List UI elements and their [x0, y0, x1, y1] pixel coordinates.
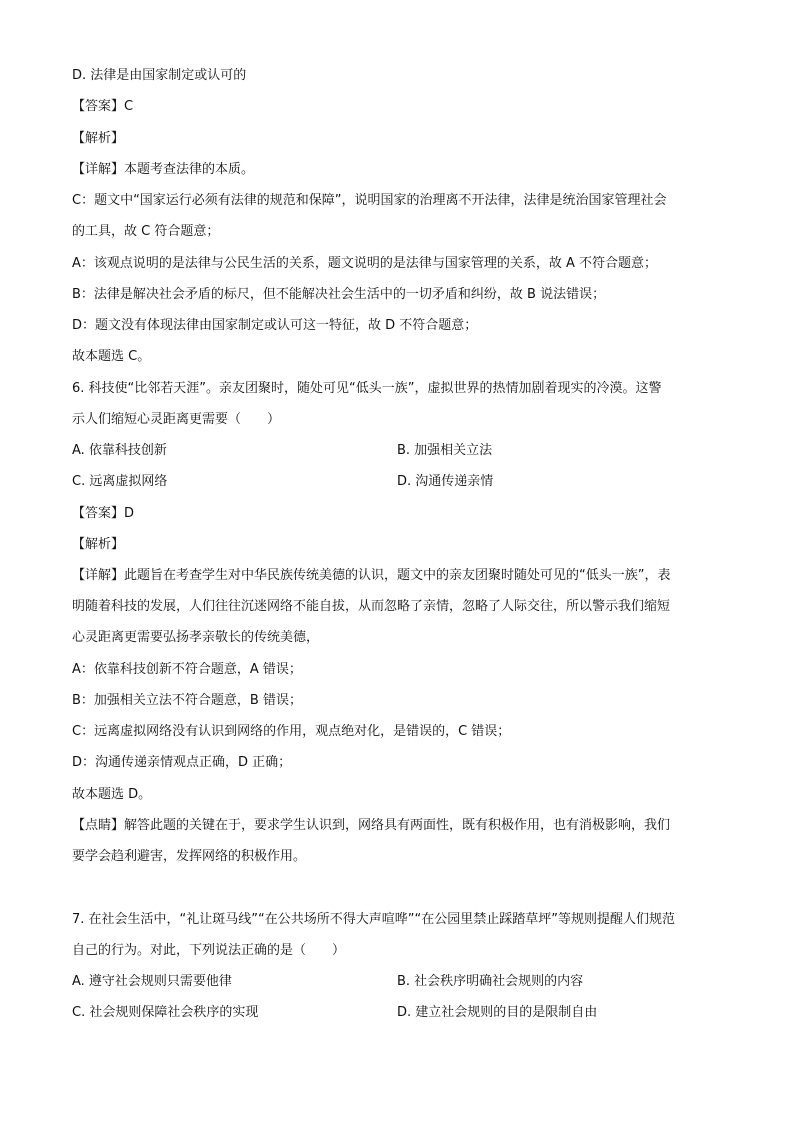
q7-stem-line2: 自己的行为。对此，下列说法正确的是（ ）: [72, 943, 346, 958]
q5-d-explanation: D：题文没有体现法律由国家制定或认可这一特征，故 D 不符合题意；: [72, 318, 478, 333]
q7-option-c: C. 社会规则保障社会秩序的实现: [72, 1005, 259, 1020]
q5-analysis-label: 【解析】: [72, 131, 125, 146]
q6-option-c: C. 远离虚拟网络: [72, 474, 168, 489]
q6-d-explanation: D：沟通传递亲情观点正确，D 正确；: [72, 755, 292, 770]
q5-a-explanation: A：该观点说明的是法律与公民生活的关系，题文说明的是法律与国家管理的关系，故 A 不符合题意；: [72, 256, 658, 271]
q6-stem-line2: 示人们缩短心灵距离更需要（ ）: [72, 412, 281, 427]
q6-option-a: A. 依靠科技创新: [72, 443, 167, 458]
q6-detail-line2: 明随着科技的发展，人们往往沉迷网络不能自拔，从而忽略了亲情，忽略了人际交往，所以警示我们缩短: [72, 599, 671, 614]
q6-analysis-label: 【解析】: [72, 537, 125, 552]
q7-option-d: D. 建立社会规则的目的是限制自由: [397, 1005, 598, 1020]
q5-c-explanation-line1: C：题文中“国家运行必须有法律的规范和保障”，说明国家的治理离不开法律，法律是统治国家管理社会: [72, 193, 667, 208]
q6-comment-line1: 【点睛】解答此题的关键在于，要求学生认识到，网络具有两面性，既有积极作用，也有消极影响，我们: [72, 818, 671, 833]
q5-b-explanation: B：法律是解决社会矛盾的标尺，但不能解决社会生活中的一切矛盾和纠纷，故 B 说法错误；: [72, 287, 606, 302]
q7-stem-line1: 7. 在社会生活中，“礼让斑马线”“在公共场所不得大声喧哗”“在公园里禁止踩踏草坪”等规则提醒人们规范: [72, 912, 675, 927]
q6-detail-line1: 【详解】此题旨在考查学生对中华民族传统美德的认识，题文中的亲友团聚时随处可见的“低头一族”，表: [72, 568, 671, 583]
q6-b-explanation: B：加强相关立法不符合题意，B 错误；: [72, 693, 302, 708]
q5-option-d: D. 法律是由国家制定或认可的: [72, 68, 247, 83]
q6-stem-line1: 6. 科技使“比邻若天涯”。亲友团聚时，随处可见“低头一族”，虚拟世界的热情加剧着现实的冷漠。这警: [72, 381, 662, 396]
q6-c-explanation: C：远离虚拟网络没有认识到网络的作用，观点绝对化，是错误的，C 错误；: [72, 724, 511, 739]
q5-c-explanation-line2: 的工具，故 C 符合题意；: [72, 224, 220, 239]
q6-detail-line3: 心灵距离更需要弘扬孝亲敬长的传统美德，: [72, 630, 320, 645]
q6-answer: 【答案】D: [72, 506, 135, 521]
q6-option-b: B. 加强相关立法: [397, 443, 493, 458]
q6-a-explanation: A：依靠科技创新不符合题意，A 错误；: [72, 662, 302, 677]
q5-detail: 【详解】本题考查法律的本质。: [72, 162, 255, 177]
q7-option-b: B. 社会秩序明确社会规则的内容: [397, 974, 584, 989]
q6-conclusion: 故本题选 D。: [72, 787, 152, 802]
q6-comment-line2: 要学会趋利避害，发挥网络的积极作用。: [72, 849, 307, 864]
q5-answer: 【答案】C: [72, 99, 134, 114]
q6-option-d: D. 沟通传递亲情: [397, 474, 494, 489]
q7-option-a: A. 遵守社会规则只需要他律: [72, 974, 232, 989]
q5-conclusion: 故本题选 C。: [72, 349, 151, 364]
